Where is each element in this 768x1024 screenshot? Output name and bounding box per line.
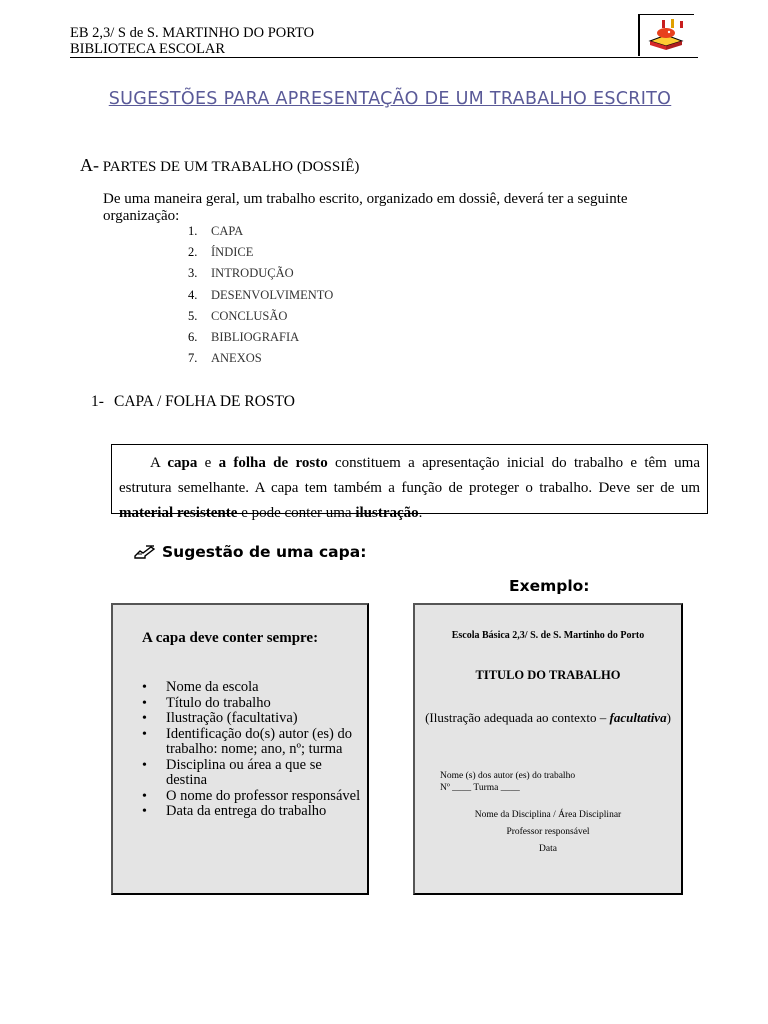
panel-title: A capa deve conter sempre: bbox=[142, 630, 319, 646]
list-label: ANEXOS bbox=[211, 351, 262, 366]
list-item: • Nome da escola bbox=[138, 680, 363, 696]
library-logo-icon bbox=[638, 14, 694, 56]
list-item bbox=[188, 265, 333, 286]
cover-discipline: Nome da Disciplina / Área Disciplinar bbox=[474, 810, 622, 820]
cover-illustration-note bbox=[415, 710, 681, 726]
list-item: • Disciplina ou área a que se destina bbox=[138, 758, 363, 789]
list-number: 2. bbox=[188, 245, 198, 260]
cover-date: Data bbox=[539, 844, 557, 854]
cover-school-name: Escola Básica 2,3/ S. de S. Martinho do Porto bbox=[451, 630, 645, 641]
box-bold: ilustração bbox=[355, 505, 419, 521]
list-item: • Identificação do(s) autor (es) do trabalho: nome; ano, nº; turma bbox=[138, 727, 363, 758]
list-number: 6. bbox=[188, 329, 198, 344]
list-label: CAPA bbox=[211, 224, 244, 238]
box-bold: capa bbox=[167, 455, 198, 471]
list-item: • Data da entrega do trabalho bbox=[138, 804, 363, 820]
parts-list bbox=[188, 223, 333, 371]
list-number: 4. bbox=[188, 287, 198, 302]
document-title: SUGESTÕES PARA APRESENTAÇÃO DE UM TRABALHO ESCRITO bbox=[108, 89, 672, 109]
suggestion-heading bbox=[134, 543, 366, 561]
section-1-heading bbox=[91, 393, 295, 411]
list-number: 3. bbox=[188, 266, 198, 281]
list-label: BIBLIOGRAFIA bbox=[211, 329, 300, 344]
cover-requirements-panel bbox=[111, 603, 369, 895]
requirements-list bbox=[138, 680, 363, 820]
suggestion-title: Sugestão de uma capa: bbox=[162, 543, 367, 561]
cover-work-title: TITULO DO TRABALHO bbox=[475, 668, 621, 682]
example-cover-panel bbox=[413, 603, 683, 895]
section-a-letter: A- bbox=[80, 155, 99, 175]
list-label: INTRODUÇÃO bbox=[211, 266, 294, 281]
school-name: EB 2,3/ S de S. MARTINHO DO PORTO bbox=[70, 25, 315, 41]
example-label: Exemplo: bbox=[509, 577, 590, 595]
list-item bbox=[188, 244, 333, 265]
list-item bbox=[188, 287, 333, 308]
intro-paragraph: De uma maneira geral, um trabalho escrito, organizado em dossiê, deverá ter a seguinte organização: bbox=[103, 191, 628, 224]
list-item: • O nome do professor responsável bbox=[138, 789, 363, 805]
list-label: DESENVOLVIMENTO bbox=[211, 287, 334, 302]
illus-emphasis: facultativa bbox=[609, 710, 667, 725]
box-bold: material resistente bbox=[119, 505, 238, 521]
list-item bbox=[188, 350, 333, 371]
box-bold: a folha de rosto bbox=[218, 455, 328, 471]
list-label: ÍNDICE bbox=[211, 245, 254, 260]
list-item: • Título do trabalho bbox=[138, 696, 363, 712]
illus-suffix: ) bbox=[666, 710, 671, 725]
capa-description-box bbox=[111, 444, 708, 521]
cover-class-line: Nº ____ Turma ____ bbox=[440, 782, 520, 793]
writing-hand-icon bbox=[134, 544, 156, 560]
box-text: e pode conter uma bbox=[237, 505, 356, 521]
box-text: constituem a apresentação inicial do trabalho e têm uma estrutura semelhante. A capa tem também a função de proteger o trabalho. Deve ser de um bbox=[119, 455, 700, 496]
list-item bbox=[188, 308, 333, 329]
illus-prefix: (Ilustração adequada ao contexto – bbox=[425, 710, 610, 725]
list-item bbox=[188, 223, 333, 244]
box-text: A bbox=[150, 455, 168, 471]
box-text: . bbox=[418, 505, 423, 521]
library-name: BIBLIOTECA ESCOLAR bbox=[70, 41, 226, 57]
list-item bbox=[188, 329, 333, 350]
list-number: 1. bbox=[188, 224, 198, 238]
cover-teacher: Professor responsável bbox=[506, 827, 590, 837]
section-a-heading bbox=[80, 155, 359, 176]
list-label: CONCLUSÃO bbox=[211, 308, 288, 323]
list-number: 5. bbox=[188, 308, 198, 323]
section-a-title: PARTES DE UM TRABALHO (DOSSIÊ) bbox=[102, 159, 360, 175]
list-number: 7. bbox=[188, 351, 198, 366]
cover-author-block bbox=[440, 771, 670, 794]
cover-author-line: Nome (s) dos autor (es) do trabalho bbox=[440, 771, 576, 781]
box-text: e bbox=[197, 455, 219, 471]
list-item: • Ilustração (facultativa) bbox=[138, 711, 363, 727]
section-1-number: 1- bbox=[91, 393, 104, 410]
header-rule bbox=[70, 57, 698, 58]
section-1-title: CAPA / FOLHA DE ROSTO bbox=[114, 393, 295, 410]
